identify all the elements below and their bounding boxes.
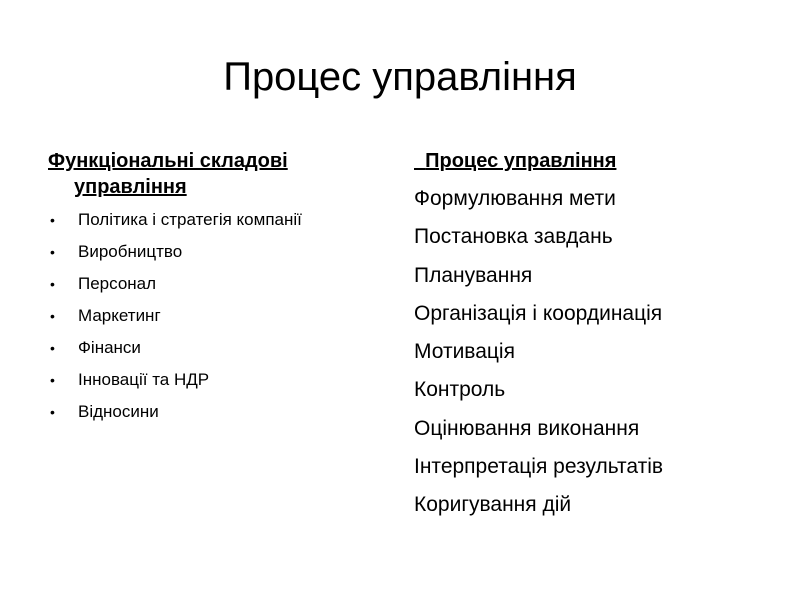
process-step: Оцінювання виконання <box>414 416 640 440</box>
process-step: Контроль <box>414 378 506 402</box>
list-item <box>48 364 378 396</box>
process-step: Коригування дій <box>414 493 572 517</box>
list-item <box>48 236 378 268</box>
process-step: Формулювання мети <box>414 187 616 210</box>
bullet-icon: • <box>50 340 55 356</box>
list-item-label: Виробництво <box>78 242 183 261</box>
functional-components-column <box>48 148 378 428</box>
list-item <box>48 204 378 236</box>
list-item-label: Інновації та НДР <box>78 370 210 389</box>
process-step: Організація і координація <box>414 301 663 325</box>
management-process-heading-text <box>414 150 616 172</box>
bullet-icon: • <box>50 404 55 420</box>
list-item <box>48 332 378 364</box>
list-item-label: Відносини <box>78 402 159 421</box>
functional-components-heading: Функціональні складові управління <box>48 150 288 198</box>
list-item-label: Фінанси <box>78 338 141 357</box>
bullet-icon: • <box>50 212 55 228</box>
process-step: Планування <box>414 263 533 287</box>
list-item <box>48 396 378 428</box>
management-process-heading-label: Процес управління <box>425 150 617 172</box>
bullet-icon: • <box>50 372 55 388</box>
management-process-column <box>414 146 784 525</box>
bullet-icon: • <box>50 244 55 260</box>
list-item <box>48 268 378 300</box>
process-step: Постановка завдань <box>414 225 613 249</box>
slide-title: Процес управління <box>223 55 577 99</box>
list-item-label: Персонал <box>78 274 157 293</box>
list-item <box>48 300 378 332</box>
list-item-label: Маркетинг <box>78 306 161 325</box>
management-process-steps <box>414 180 784 525</box>
list-item-label: Політика і стратегія компанії <box>78 210 302 229</box>
bullet-icon: • <box>50 308 55 324</box>
management-process-heading <box>414 146 784 176</box>
functional-components-list <box>48 204 378 428</box>
bullet-icon: • <box>50 276 55 292</box>
process-step: Мотивація <box>414 340 515 364</box>
process-step: Інтерпретація результатів <box>414 455 664 479</box>
